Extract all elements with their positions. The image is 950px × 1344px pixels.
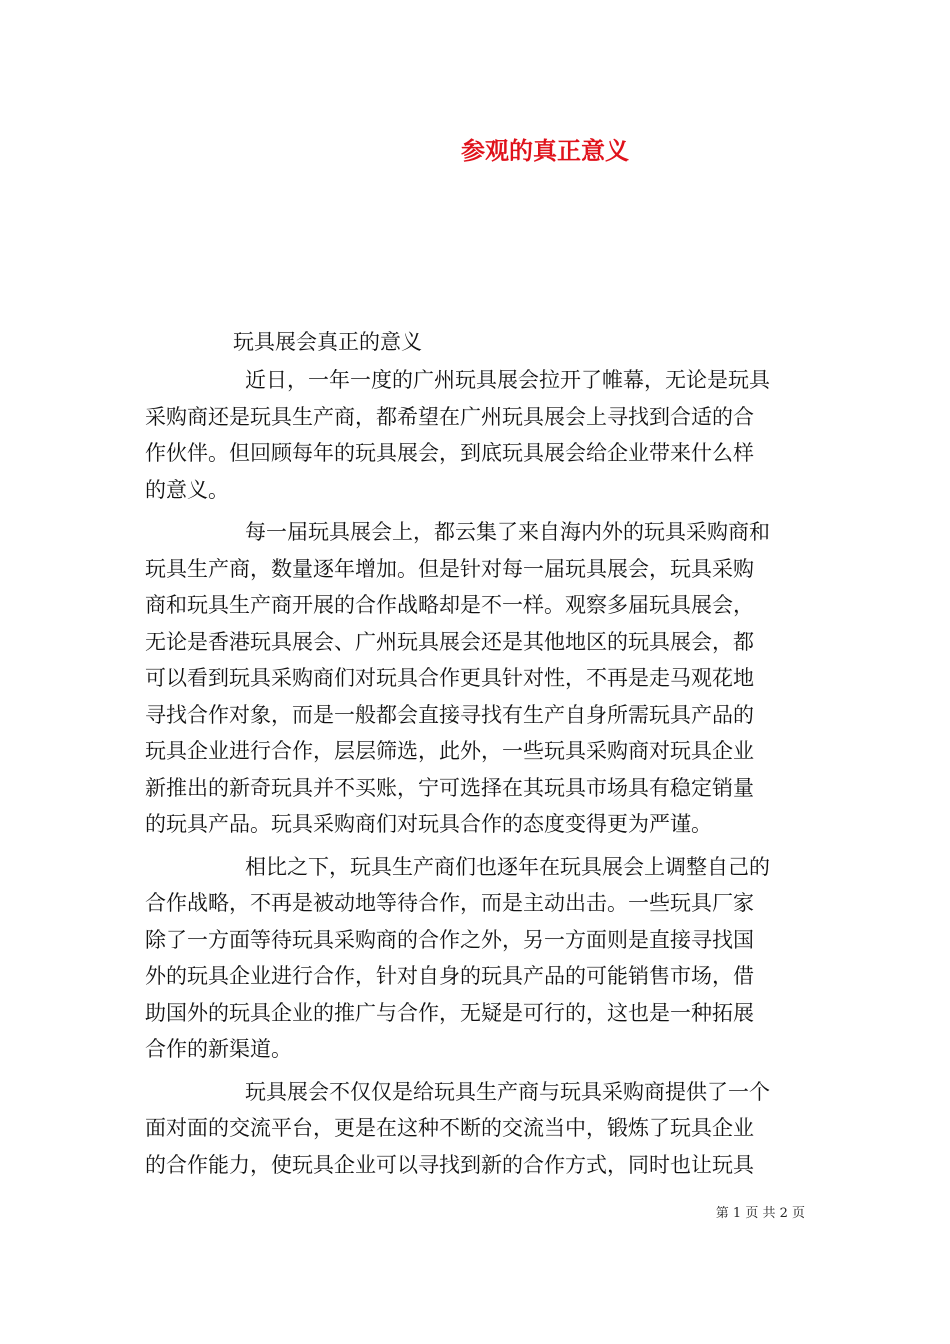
text-line: 新推出的新奇玩具并不买账，宁可选择在其玩具市场具有稳定销量 (145, 775, 754, 800)
paragraph (145, 1074, 805, 1184)
text-line: 可以看到玩具采购商们对玩具合作更具针对性，不再是走马观花地 (145, 666, 754, 690)
text-line: 的玩具产品。玩具采购商们对玩具合作的态度变得更为严谨。 (145, 812, 712, 836)
text-line: 近日，一年一度的广州玩具展会拉开了帷幕，无论是玩具 (245, 368, 770, 392)
page-title: 参观的真正意义 (461, 136, 629, 165)
text-line: 合作的新渠道。 (145, 1037, 292, 1061)
text-line: 外的玩具企业进行合作，针对自身的玩具产品的可能销售市场，借 (145, 964, 754, 988)
text-line: 商和玩具生产商开展的合作战略却是不一样。观察多届玩具展会， (145, 593, 754, 617)
article-body (145, 362, 805, 1189)
text-line: 玩具生产商，数量逐年增加。但是针对每一届玩具展会，玩具采购 (145, 556, 754, 581)
text-line: 面对面的交流平台，更是在这种不断的交流当中，锻炼了玩具企业 (145, 1116, 754, 1140)
page-number: 第 1 页 共 2 页 (715, 1206, 805, 1221)
text-line: 每一届玩具展会上，都云集了来自海内外的玩具采购商和 (245, 520, 770, 544)
paragraph (145, 514, 805, 843)
text-line: 相比之下，玩具生产商们也逐年在玩具展会上调整自己的 (245, 854, 770, 879)
text-line: 玩具展会不仅仅是给玩具生产商与玩具采购商提供了一个 (245, 1079, 770, 1104)
text-line: 采购商还是玩具生产商，都希望在广州玩具展会上寻找到合适的合 (145, 404, 754, 429)
text-line: 寻找合作对象，而是一般都会直接寻找有生产自身所需玩具产品的 (145, 702, 754, 727)
text-line: 合作战略，不再是被动地等待合作，而是主动出击。一些玩具厂家 (145, 891, 754, 915)
text-line: 作伙伴。但回顾每年的玩具展会，到底玩具展会给企业带来什么样 (145, 441, 754, 465)
section-heading: 玩具展会真正的意义 (233, 330, 422, 354)
paragraph (145, 362, 805, 508)
text-line: 助国外的玩具企业的推广与合作，无疑是可行的，这也是一种拓展 (145, 1000, 754, 1025)
text-line: 玩具企业进行合作，层层筛选，此外，一些玩具采购商对玩具企业 (145, 739, 754, 763)
text-line: 的意义。 (145, 477, 229, 502)
text-line: 无论是香港玩具展会、广州玩具展会还是其他地区的玩具展会，都 (145, 629, 754, 654)
text-line: 的合作能力，使玩具企业可以寻找到新的合作方式，同时也让玩具 (145, 1152, 754, 1177)
text-line: 除了一方面等待玩具采购商的合作之外，另一方面则是直接寻找国 (145, 927, 754, 952)
paragraph (145, 849, 805, 1068)
